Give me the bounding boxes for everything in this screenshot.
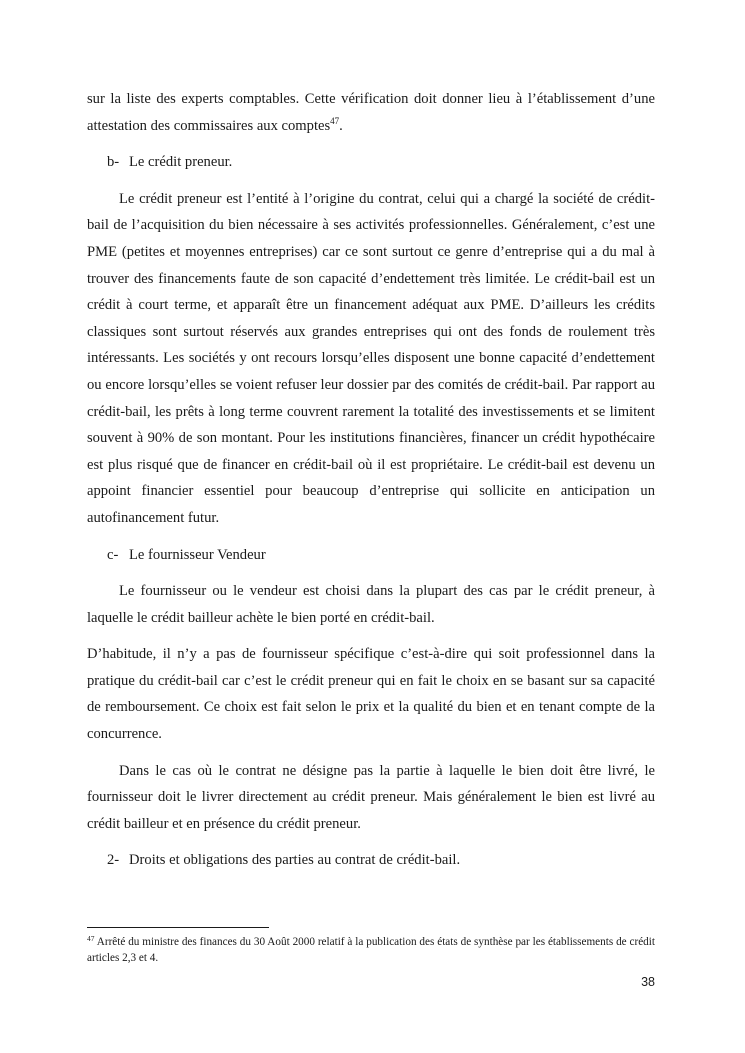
footnote: [87, 934, 655, 966]
paragraph-intro-text: sur la liste des experts comptables. Cette vérification doit donner lieu à l’établissement d’une attestation des commissaires aux comptes: [87, 91, 655, 134]
heading-droits-obligations: [87, 847, 655, 874]
heading-credit-preneur: [87, 149, 655, 176]
heading-marker-2: 2-: [107, 852, 120, 869]
heading-droits-obligations-title: Droits et obligations des parties au contrat de crédit-bail.: [129, 852, 461, 869]
page-number: 38: [641, 975, 655, 989]
heading-fournisseur-vendeur-title: Le fournisseur Vendeur: [129, 546, 266, 563]
footnote-text: Arrêté du ministre des finances du 30 Août 2000 relatif à la publication des états de synthèse par les établissements de crédit articles 2,3 et 4.: [87, 936, 655, 964]
main-text: [87, 86, 655, 874]
paragraph-fournisseur-2: D’habitude, il n’y a pas de fournisseur spécifique c’est-à-dire qui soit professionnel dans la pratique du crédit-bail car c’est le crédit preneur qui en fait le choix en se basant sur sa capacité de remboursement. Ce choix est fait selon le prix et la qualité du bien et en tenant compte de la concurrence.: [87, 646, 655, 743]
paragraph-intro: [87, 86, 655, 139]
paragraph-intro-end: .: [339, 117, 343, 134]
footnote-reference[interactable]: 47: [330, 115, 340, 126]
paragraph-fournisseur-3: Dans le cas où le contrat ne désigne pas la partie à laquelle le bien doit être livré, le fournisseur doit le livrer directement au crédit preneur. Mais généralement le bien est livré au crédit bailleur et en présence du crédit preneur.: [87, 762, 655, 832]
heading-marker-c: c-: [107, 546, 119, 563]
paragraph-fournisseur-1: Le fournisseur ou le vendeur est choisi dans la plupart des cas par le crédit preneur, à laquelle le crédit bailleur achète le bien porté en crédit-bail.: [87, 583, 655, 626]
paragraph-credit-preneur: Le crédit preneur est l’entité à l’origine du contrat, celui qui a chargé la société de crédit-bail de l’acquisition du bien nécessaire à ses activités professionnelles. Généralement, c’est une PME (petites et moyennes entreprises) car ce sont surtout ce genre d’entreprise qui a du mal à trouver des financements faute de son capacité d’endettement très limitée. Le crédit-bail est un crédit à court terme, et apparaît être un financement adéquat aux PME. D’ailleurs les crédits classiques sont surtout réservés aux grandes entreprises qui ont des fonds de roulement très intéressants. Les sociétés y ont recours lorsqu’elles disposent une bonne capacité d’endettement ou encore lorsqu’elles se voient refuser leur dossier par des comités de crédit-bail. Par rapport au crédit-bail, les prêts à long terme couvrent rarement la totalité des investissements et se limitent souvent à 90% de son montant. Pour les institutions financières, financer un crédit hypothécaire est plus risqué que de financer en crédit-bail où il est propriétaire. Le crédit-bail est devenu un appoint financier essentiel pour beaucoup d’entreprise qui sollicite en anticipation un autofinancement futur.: [87, 190, 655, 526]
footnote-separator: [87, 927, 269, 928]
footnote-number: 47: [87, 934, 95, 943]
heading-fournisseur-vendeur: [87, 542, 655, 569]
heading-marker-b: b-: [107, 154, 120, 171]
heading-credit-preneur-title: Le crédit preneur.: [129, 154, 233, 171]
